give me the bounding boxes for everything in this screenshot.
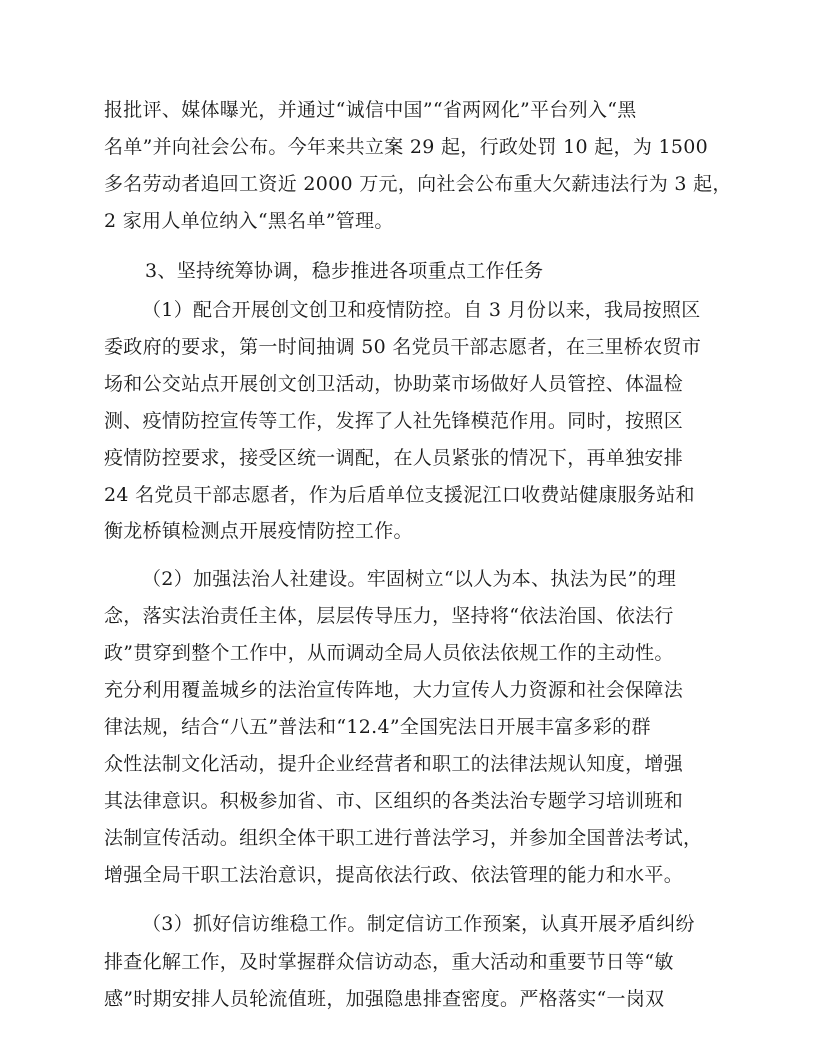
text-line: 24 名党员干部志愿者，作为后盾单位支援泥江口收费站健康服务站和 <box>104 484 695 506</box>
text-line: 测、疫情防控宣传等工作，发挥了人社先锋模范作用。同时，按照区 <box>104 410 684 432</box>
text-line: 报批评、媒体曝光，并通过“诚信中国”“省两网化”平台列入“黑 <box>104 99 637 121</box>
paragraph-start: （1）配合开展创文创卫和疫情防控。自 3 月份以来，我局按照区 <box>142 299 701 321</box>
text-line: 律法规，结合“八五”普法和“12.4”全国宪法日开展丰富多彩的群 <box>104 716 651 738</box>
text-line: 衡龙桥镇检测点开展疫情防控工作。 <box>104 520 413 542</box>
text-line: 念，落实法治责任主体，层层传导压力，坚持将“依法治国、依法行 <box>104 605 674 627</box>
section-heading: 3、坚持统筹协调，稳步推进各项重点工作任务 <box>145 260 544 282</box>
paragraph-start: （3）抓好信访维稳工作。制定信访工作预案，认真开展矛盾纠纷 <box>142 913 695 935</box>
text-line: 众性法制文化活动，提升企业经营者和职工的法律法规认知度，增强 <box>104 753 684 775</box>
text-line: 2 家用人单位纳入“黑名单”管理。 <box>104 210 394 232</box>
paragraph-start: （2）加强法治人社建设。牢固树立“以人为本、执法为民”的理 <box>142 568 677 590</box>
text-line: 其法律意识。积极参加省、市、区组织的各类法治专题学习培训班和 <box>104 790 684 812</box>
text-line: 排查化解工作，及时掌握群众信访动态，重大活动和重要节日等“敏 <box>104 951 674 973</box>
text-line: 增强全局干职工法治意识，提高依法行政、依法管理的能力和水平。 <box>104 864 684 886</box>
text-line: 法制宣传活动。组织全体干职工进行普法学习，并参加全国普法考试， <box>104 827 703 849</box>
text-line: 委政府的要求，第一时间抽调 50 名党员干部志愿者，在三里桥农贸市 <box>104 336 702 358</box>
text-line: 多名劳动者追回工资近 2000 万元，向社会公布重大欠薪违法行为 3 起， <box>104 173 732 195</box>
text-line: 感”时期安排人员轮流值班，加强隐患排查密度。严格落实“一岗双 <box>104 988 665 1010</box>
text-line: 场和公交站点开展创文创卫活动，协助菜市场做好人员管控、体温检 <box>104 373 684 395</box>
text-line: 疫情防控要求，接受区统一调配，在人员紧张的情况下，再单独安排 <box>104 447 684 469</box>
text-line: 充分利用覆盖城乡的法治宣传阵地，大力宣传人力资源和社会保障法 <box>104 679 684 701</box>
text-line: 政”贯穿到整个工作中，从而调动全局人员依法依规工作的主动性。 <box>104 642 674 664</box>
text-line: 名单”并向社会公布。今年来共立案 29 起，行政处罚 10 起，为 1500 <box>104 136 709 158</box>
